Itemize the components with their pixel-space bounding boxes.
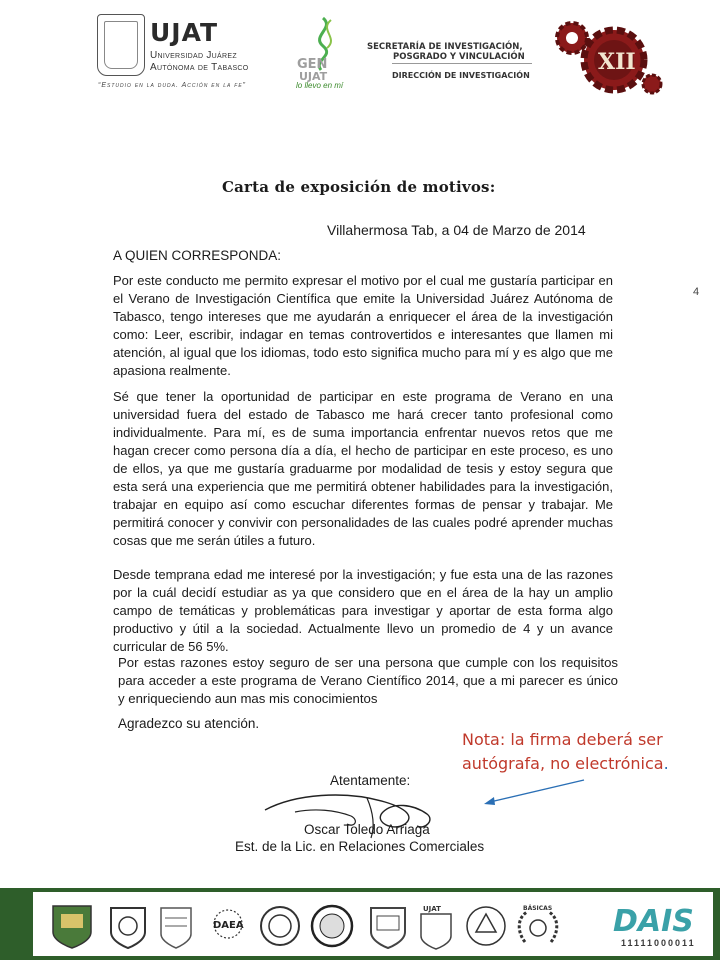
letter-thanks: Agradezco su atención. xyxy=(118,716,260,731)
daea-label: DAEA xyxy=(213,920,244,931)
ujat-small-label: UJAT xyxy=(423,905,441,913)
academic-emblem-icon xyxy=(461,902,511,950)
basicas-laurel-icon xyxy=(513,902,563,950)
note-line-1: Nota: la firma deberá ser xyxy=(462,730,663,749)
secretaria-line-1: SECRETARÍA DE INVESTIGACIÓN, xyxy=(367,42,523,52)
circular-seal-icon xyxy=(307,902,357,950)
xii-label: XII xyxy=(598,49,636,75)
secretaria-line-2: POSGRADO Y VINCULACIÓN xyxy=(393,52,525,62)
faculty-shield-icon xyxy=(363,902,413,950)
round-emblem-icon xyxy=(255,902,305,950)
arrow-icon xyxy=(480,772,590,812)
ujat-full-line-1: Universidad Juárez xyxy=(150,50,237,61)
university-seal-icon xyxy=(151,902,201,950)
paragraph-3: Desde temprana edad me interesé por la investigación; y fue esta una de las razones por la cuál decidí estudiar as ya que considero que en el área de la hay un amplio campo de temáticas y problemáticas para investigar y aportar de esta forma algo productivo y útil a la sociedad. Actualmente llevo un promedio de 4 y un avance curricular de 56 5%. xyxy=(113,567,613,654)
signer-title: Est. de la Lic. en Relaciones Comerciales xyxy=(235,839,485,854)
ujat-motto: “Estudio en la duda. Acción en la fe” xyxy=(98,82,246,89)
direccion-title: DIRECCIÓN DE INVESTIGACIÓN xyxy=(392,71,530,80)
letter-date: Villahermosa Tab, a 04 de Marzo de 2014 xyxy=(327,222,586,238)
paragraph-2: Sé que tener la oportunidad de participar en este programa de Verano en una universidad fuera del estado de Tabasco me hará crecer tanto profesional como individualmente. Para mí, es de suma importancia enfrentar nuevos retos que me hagan crecer como persona día a día, el hecho de participar en este proceso, es uno de ellos, ya que me gustaría graduarme por modalidad de tesis y estoy segura que esta será una experiencia que me permitirá obtener habilidades para la investigación, trabajar en equipo así como escuchar diferentes formas de pensar y trabajar. Me permitirá conocer y convivir con personalidades de las cuales podré aprender muchas cosas que me serán útiles a futuro. xyxy=(113,389,613,548)
xii-gear-logo-icon xyxy=(548,14,663,100)
page-number: 4 xyxy=(693,286,700,298)
ujat-full-name xyxy=(150,50,249,74)
basicas-label: BÁSICAS xyxy=(523,905,553,912)
paragraph-4: Por estas razones estoy seguro de ser una persona que cumple con los requisitos para acceder a este programa de Verano Científico 2014, que a mi parecer es único y enriqueciendo aun mas mis conocimientos xyxy=(118,655,618,706)
gen-ujat-label: UJAT xyxy=(299,70,328,83)
letter-greeting: A QUIEN CORRESPONDA: xyxy=(113,248,282,263)
ujat-name: UJAT xyxy=(150,18,219,47)
dais-binary: 11111000011 xyxy=(621,938,696,948)
letter-title: Carta de exposición de motivos: xyxy=(222,178,496,196)
footer-logos-band xyxy=(0,888,720,960)
signer-name: Oscar Toledo Arriaga xyxy=(304,822,430,837)
footer-logo-strip xyxy=(33,892,713,956)
gen-label: GEN xyxy=(297,57,328,72)
letterhead xyxy=(0,0,720,110)
note-period: . xyxy=(663,754,669,773)
division-shield-icon xyxy=(47,902,97,950)
division-crest-icon xyxy=(103,902,153,950)
dais-logo xyxy=(613,904,708,950)
paragraph-1: Por este conducto me permito expresar el motivo por el cual me gustaría participar en el Verano de Investigación Científica que emite la Universidad Juárez Autónoma de Tabasco, tengo intereses que me ayudarán a enriquecer el área de la investigación como: Leer, escribir, indagar en temas controvertidos e interesantes que llamen mi atención, al igual que los idiomas, todo esto significa mucho para mí y es algo que me apasiona realmente. xyxy=(113,273,613,378)
header-divider xyxy=(392,63,532,64)
ujat-small-shield-icon xyxy=(411,902,461,950)
note-line-2-text: autógrafa, no electrónica xyxy=(462,754,664,773)
daea-logo-icon xyxy=(203,902,253,950)
dais-label: DAIS xyxy=(613,904,694,939)
gen-subtitle: lo llevo en mí xyxy=(296,81,344,90)
signature-note xyxy=(462,728,669,776)
ujat-full-line-2: Autónoma de Tabasco xyxy=(150,62,249,73)
secretaria-title xyxy=(367,42,525,62)
ujat-seal-icon xyxy=(97,14,145,76)
letter-closing: Atentamente: xyxy=(330,773,411,788)
